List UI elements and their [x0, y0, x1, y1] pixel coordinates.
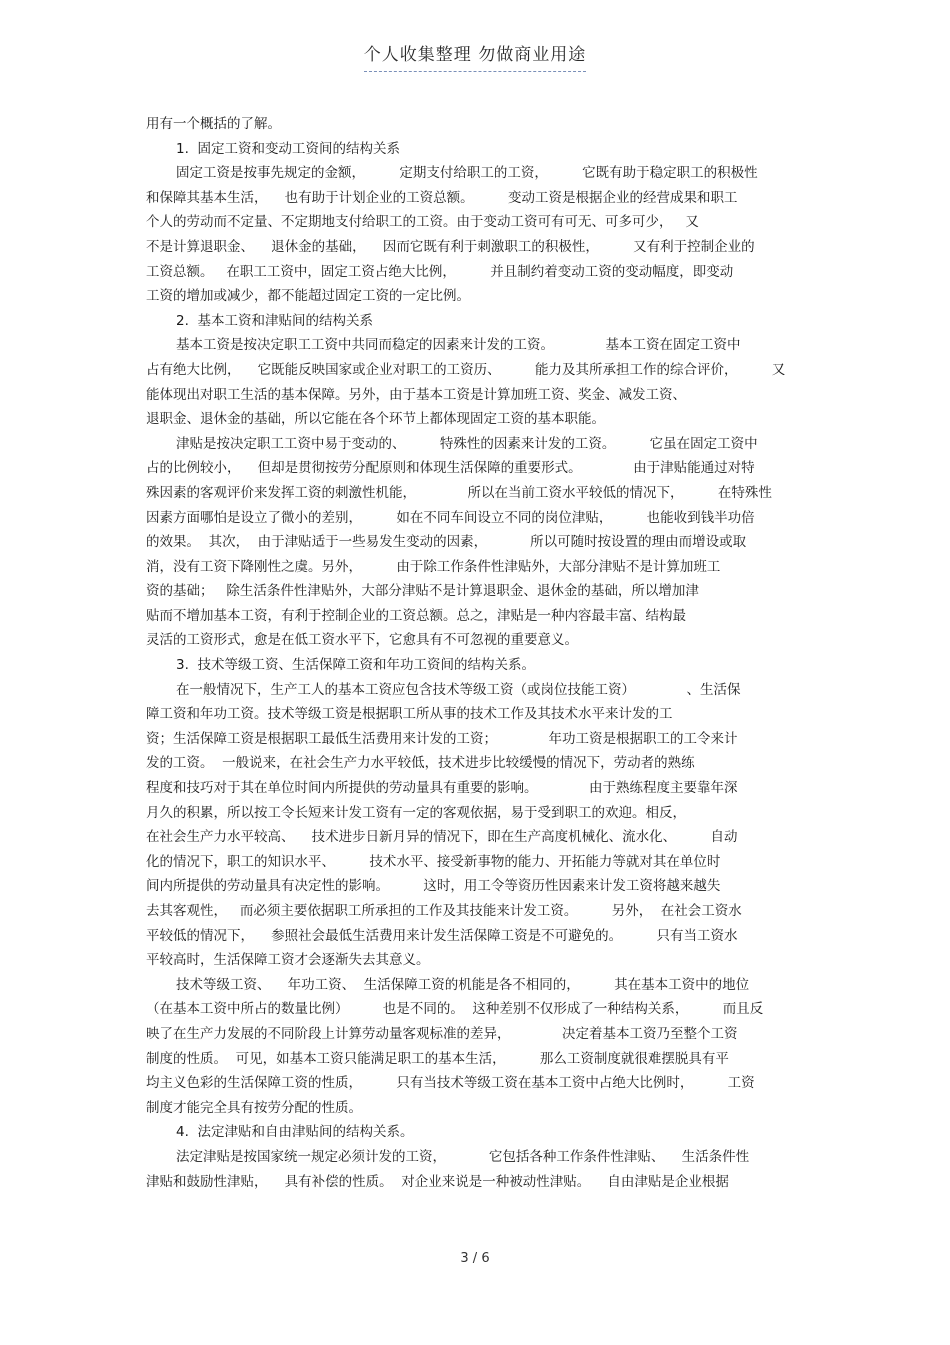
text-line: 制度的性质。 可见，如基本工资只能满足职工的基本生活， 那么工资制度就很难摆脱具有平 — [146, 1050, 729, 1067]
text-line: 占有绝大比例， 它既能反映国家或企业对职工的工资历、 能力及其所承担工作的综合评价， 又 — [146, 361, 786, 378]
text-line: 消，没有工资下降刚性之虞。另外， 由于除工作条件性津贴外，大部分津贴不是计算加班工 — [146, 558, 721, 575]
text-line: 均主义色彩的生活保障工资的性质， 只有当技术等级工资在基本工资中占绝大比例时， 工资 — [146, 1075, 755, 1092]
text-line: 映了在生产力发展的不同阶段上计算劳动量客观标准的差异， 决定着基本工资乃至整个工资 — [146, 1025, 738, 1042]
text-line: 在社会生产力水平较高、 技术进步日新月异的情况下，即在生产高度机械化、流水化、 自动 — [146, 829, 738, 846]
text-line: 2. 基本工资和津贴间的结构关系 — [176, 312, 373, 329]
text-line: 用有一个概括的了解。 — [146, 116, 281, 132]
text-line: 殊因素的客观评价来发挥工资的刺激性机能， 所以在当前工资水平较低的情况下， 在特殊性 — [146, 484, 772, 501]
page-number: 3 / 6 — [460, 1251, 490, 1266]
text-line: 贴而不增加基本工资，有利于控制企业的工资总额。总之，津贴是一种内容最丰富、结构最 — [146, 607, 686, 624]
page-header — [0, 40, 950, 72]
text-line: 障工资和年功工资。技术等级工资是根据职工所从事的技术工作及其技术水平来计发的工 — [146, 706, 673, 723]
text-line: （在基本工资中所占的数量比例） 也是不同的。 这种差别不仅形成了一种结构关系， 而且反 — [146, 1001, 764, 1018]
text-line: 间内所提供的劳动量具有决定性的影响。 这时，用工令等资历性因素来计发工资将越来越失 — [146, 878, 721, 895]
text-line: 在一般情况下，生产工人的基本工资应包含技术等级工资（或岗位技能工资） 、生活保 — [176, 681, 741, 698]
text-line: 资；生活保障工资是根据职工最低生活费用来计发的工资； 年功工资是根据职工的工令来计 — [146, 730, 738, 747]
text-line: 的效果。 其次， 由于津贴适于一些易发生变动的因素， 所以可随时按设置的理由而增设或取 — [146, 534, 747, 551]
text-line: 1. 固定工资和变动工资间的结构关系 — [176, 140, 400, 157]
text-line: 工资总额。 在职工工资中，固定工资占绝大比例， 并且制约着变动工资的变动幅度，即变动 — [146, 263, 734, 280]
text-line: 固定工资是按事先规定的金额， 定期支付给职工的工资， 它既有助于稳定职工的积极性 — [176, 165, 758, 182]
text-line: 津贴和鼓励性津贴， 具有补偿的性质。 对企业来说是一种被动性津贴。 自由津贴是企业根据 — [146, 1173, 729, 1190]
text-line: 3. 技术等级工资、生活保障工资和年功工资间的结构关系。 — [176, 657, 535, 674]
text-line: 资的基础； 除生活条件性津贴外，大部分津贴不是计算退职金、退休金的基础，所以增加津 — [146, 583, 699, 600]
text-line: 个人的劳动而不定量、不定期地支付给职工的工资。由于变动工资可有可无、可多可少， 又 — [146, 214, 699, 231]
text-line: 灵活的工资形式，愈是在低工资水平下，它愈具有不可忽视的重要意义。 — [146, 632, 578, 649]
text-line: 能体现出对职工生活的基本保障。另外，由于基本工资是计算加班工资、奖金、减发工资、 — [146, 386, 686, 403]
text-line: 4. 法定津贴和自由津贴间的结构关系。 — [176, 1124, 414, 1141]
text-line: 程度和技巧对于其在单位时间内所提供的劳动量具有重要的影响。 由于熟练程度主要靠年深 — [146, 780, 738, 797]
text-line: 和保障其基本生活， 也有助于计划企业的工资总额。 变动工资是根据企业的经营成果和职工 — [146, 189, 738, 206]
header-title: 个人收集整理 勿做商业用途 — [364, 40, 586, 72]
text-line: 退职金、退休金的基础，所以它能在各个环节上都体现固定工资的基本职能。 — [146, 411, 605, 428]
text-line: 平较高时，生活保障工资才会逐渐失去其意义。 — [146, 952, 430, 969]
document-body — [146, 112, 810, 1194]
text-line: 去其客观性， 而必须主要依据职工所承担的工作及其技能来计发工资。 另外， 在社会工资水 — [146, 903, 742, 919]
text-line: 化的情况下，职工的知识水平、 技术水平、接受新事物的能力、开拓能力等就对其在单位时 — [146, 853, 721, 870]
text-line: 法定津贴是按国家统一规定必须计发的工资， 它包括各种工作条件性津贴、 生活条件性 — [176, 1148, 750, 1165]
text-line: 平较低的情况下， 参照社会最低生活费用来计发生活保障工资是不可避免的。 只有当工资水 — [146, 927, 738, 944]
text-line: 不是计算退职金、 退休金的基础， 因而它既有利于刺激职工的积极性， 又有利于控制企业的 — [146, 238, 755, 255]
text-line: 技术等级工资、 年功工资、 生活保障工资的机能是各不相同的， 其在基本工资中的地位 — [176, 976, 750, 993]
text-line: 因素方面哪怕是设立了微小的差别， 如在不同车间设立不同的岗位津贴， 也能收到钱半功倍 — [146, 509, 755, 526]
text-line: 发的工资。 一般说来，在社会生产力水平较低，技术进步比较缓慢的情况下，劳动者的熟练 — [146, 755, 695, 772]
text-line: 津贴是按决定职工工资中易于变动的、 特殊性的因素来计发的工资。 它虽在固定工资中 — [176, 435, 758, 452]
text-line: 制度才能完全具有按劳分配的性质。 — [146, 1099, 362, 1116]
text-line: 工资的增加或减少，都不能超过固定工资的一定比例。 — [146, 288, 470, 305]
text-line: 基本工资是按决定职工工资中共同而稳定的因素来计发的工资。 基本工资在固定工资中 — [176, 337, 741, 354]
text-line: 占的比例较小， 但却是贯彻按劳分配原则和体现生活保障的重要形式。 由于津贴能通过对特 — [146, 460, 755, 477]
text-line: 月久的积累，所以按工令长短来计发工资有一定的客观依据，易于受到职工的欢迎。相反， — [146, 804, 686, 821]
